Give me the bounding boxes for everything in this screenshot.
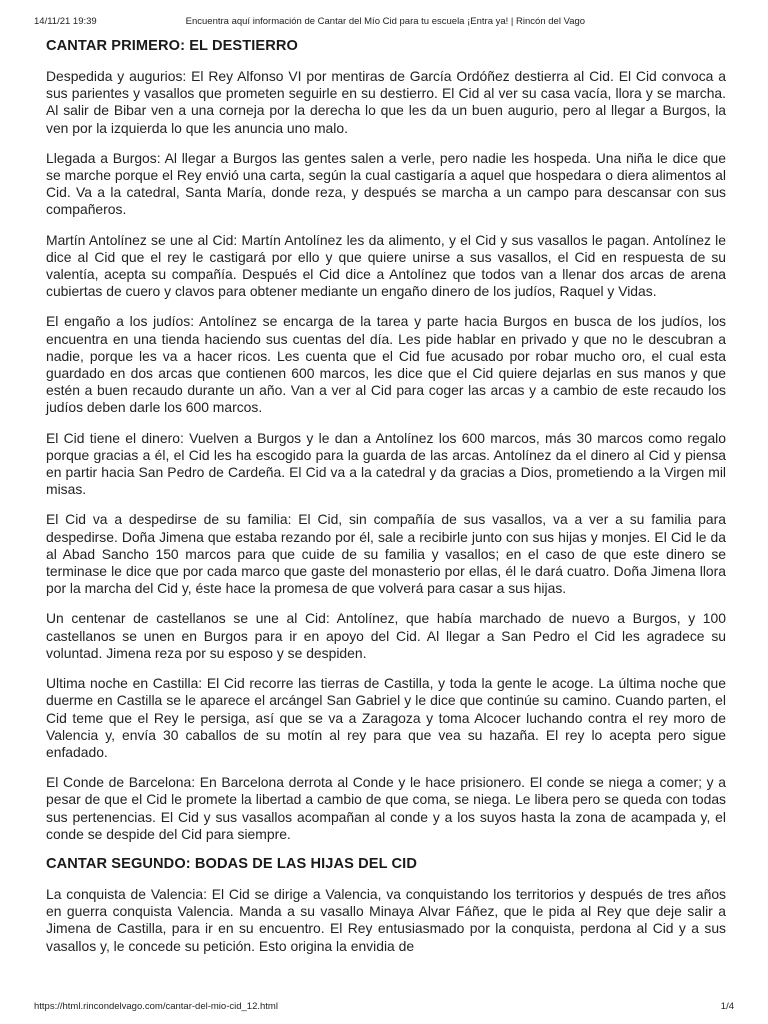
print-url: https://html.rincondelvago.com/cantar-del-mio-cid_12.html xyxy=(34,1000,278,1012)
print-page-title: Encuentra aquí información de Cantar del Mío Cid para tu escuela ¡Entra ya! | Rincón del Vago xyxy=(185,15,586,27)
document-body xyxy=(46,38,726,968)
print-footer xyxy=(34,999,734,1013)
paragraph: La conquista de Valencia: El Cid se dirige a Valencia, va conquistando los territorios y después de tres años en guerra conquista Valencia. Manda a su vasallo Minaya Alvar Fáñez, que le pida al Rey que deje salir a Jimena de Castilla, para ir en su encuentro. El Rey entusiasmado por la conquista, perdona al Cid y a sus vasallos y, le concede su petición. Esto origina la envidia de xyxy=(46,885,726,954)
print-datetime: 14/11/21 19:39 xyxy=(34,15,97,27)
paragraph: Llegada a Burgos: Al llegar a Burgos las gentes salen a verle, pero nadie les hospeda. Una niña le dice que se marche porque el Rey envió una carta, según la cual castigaría a aquel que hospedara o diera alimentos al Cid. Va a la catedral, Santa María, donde reza, y después se marcha a un campo para descansar con sus compañeros. xyxy=(46,149,726,218)
print-header xyxy=(34,14,734,28)
paragraph: Despedida y augurios: El Rey Alfonso VI por mentiras de García Ordóñez destierra al Cid. El Cid convoca a sus parientes y vasallos que prometen seguirle en su destierro. El Cid al ver su casa vacía, llora y se marcha. Al salir de Bibar ven a una corneja por la derecha lo que les da un buen augurio, pero al llegar a Burgos, la ven por la izquierda lo que les anuncia uno malo. xyxy=(46,68,726,136)
paragraph: El Cid va a despedirse de su familia: El Cid, sin compañía de sus vasallos, va a ver a su familia para despedirse. Doña Jimena que estaba rezando por él, sale a recibirle junto con sus hijas y monjes. El Cid le da al Abad Sancho 150 marcos para que cuide de su familia y vasallos; en el caso de que este dinero se terminase le dice que por cada marco que gaste del monasterio por ellas, él le dará cuatro. Doña Jimena llora por la marcha del Cid y, éste hace la promesa de que volverá para casar a sus hijas. xyxy=(46,511,726,597)
paragraph: Un centenar de castellanos se une al Cid: Antolínez, que había marchado de nuevo a Burgos, y 100 castellanos se unen en Burgos para ir en apoyo del Cid. Al llegar a San Pedro el Cid les agradece su voluntad. Jimena reza por su esposo y se despiden. xyxy=(46,610,726,661)
paragraph: El Cid tiene el dinero: Vuelven a Burgos y le dan a Antolínez los 600 marcos, más 30 marcos como regalo porque gracias a él, el Cid les ha escogido para la guarda de las arcas. Antolínez da el dinero al Cid y piensa en partir hacia San Pedro de Cardeña. El Cid va a la catedral y da gracias a Dios, prometiendo a la Virgen mil misas. xyxy=(46,429,726,498)
paragraph: Martín Antolínez se une al Cid: Martín Antolínez les da alimento, y el Cid y sus vasallos le pagan. Antolínez le dice al Cid que el rey le castigará por ello y que quiere unirse a sus vasallos, el Cid en respuesta de su valentía, acepta su compañía. Después el Cid dice a Antolínez que todos van a llenar dos arcas de arena cubiertas de cuero y clavos para obtener mediante un engaño dinero de los judíos, Raquel y Vidas. xyxy=(46,231,726,300)
paragraph: El Conde de Barcelona: En Barcelona derrota al Conde y le hace prisionero. El conde se niega a comer; y a pesar de que el Cid le promete la libertad a cambio de que coma, se niega. Le libera pero se queda con todas sus pertenencias. El Cid y sus vasallos acompañan al conde y a los suyos hasta la zona de acampada y, el conde se despide del Cid para siempre. xyxy=(46,774,726,842)
section-heading-cantar-primero: CANTAR PRIMERO: EL DESTIERRO xyxy=(46,38,298,54)
section-heading-cantar-segundo: CANTAR SEGUNDO: BODAS DE LAS HIJAS DEL CID xyxy=(46,855,417,872)
print-page-number: 1/4 xyxy=(720,1000,734,1012)
paragraph: El engaño a los judíos: Antolínez se encarga de la tarea y parte hacia Burgos en busca de los judíos, los encuentra en una tienda haciendo sus cuentas del día. Les pide hablar en privado y que no le descubran a nadie, porque les va a hacer ricos. Les cuenta que el Cid fue acusado por robar mucho oro, el cual esta guardado en dos arcas que contienen 600 marcos, les dice que el Cid quiere dejarlas en sus manos y que estén a buen recaudo durante un año. Van a ver al Cid para coger las arcas y a cambio de este recaudo los judíos deben darle los 600 marcos. xyxy=(46,313,726,416)
paragraph: Ultima noche en Castilla: El Cid recorre las tierras de Castilla, y toda la gente le acoge. La última noche que duerme en Castilla se le aparece el arcángel San Gabriel y le dice que continúe su camino. Cuando parten, el Cid teme que el Rey le persiga, así que se va a Zaragoza y toma Alcocer luchando contra el rey moro de Valencia y, envía 30 caballos de su motín al rey para que vea su hazaña. El rey lo acepta pero sigue enfadado. xyxy=(46,675,726,760)
